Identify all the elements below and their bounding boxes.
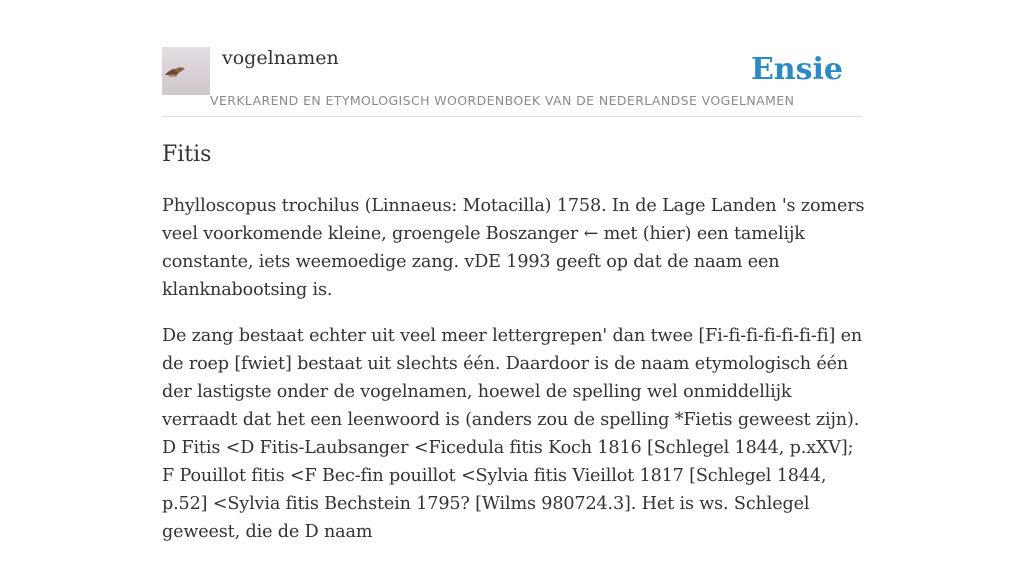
entry-title: Fitis: [162, 142, 212, 167]
avatar[interactable]: [162, 47, 210, 95]
entry-paragraph: De zang bestaat echter uit veel meer lettergrepen' dan twee [Fi-fi-fi-fi-fi-fi-fi] en de roep [fwiet] bestaat uit slechts één. Daardoor is de naam etymologisch één der lastigste onder de vogelnamen, hoewel de spelling wel onmiddellijk verraadt dat het een leenwoord is (anders zou de spelling *Fietis geweest zijn). D Fitis <D Fitis-Laubsanger <Ficedula fitis Koch 1816 [Schlegel 1844, p.xXV]; F Pouillot fitis <F Bec-fin pouillot <Sylvia fitis Vieillot 1817 [Schlegel 1844, p.52] <Sylvia fitis Bechstein 1795? [Wilms 980724.3]. Het is ws. Schlegel geweest, die de D naam: [162, 326, 863, 542]
site-subtitle: VERKLAREND EN ETYMOLOGISCH WOORDENBOEK VAN DE NEDERLANDSE VOGELNAMEN: [210, 93, 795, 108]
entry-content: [162, 192, 867, 564]
ensie-logo[interactable]: Ensie: [750, 52, 843, 87]
site-header: [162, 46, 862, 117]
site-name[interactable]: vogelnamen: [222, 47, 339, 69]
bird-photo-icon: [162, 47, 210, 95]
entry-paragraph: Phylloscopus trochilus (Linnaeus: Motacilla) 1758. In de Lage Landen 's zomers veel voorkomende kleine, groengele Boszanger ← met (hier) een tamelijk constante, iets weemoedige zang. vDE 1993 geeft op dat de naam een klanknabootsing is.: [162, 196, 865, 300]
